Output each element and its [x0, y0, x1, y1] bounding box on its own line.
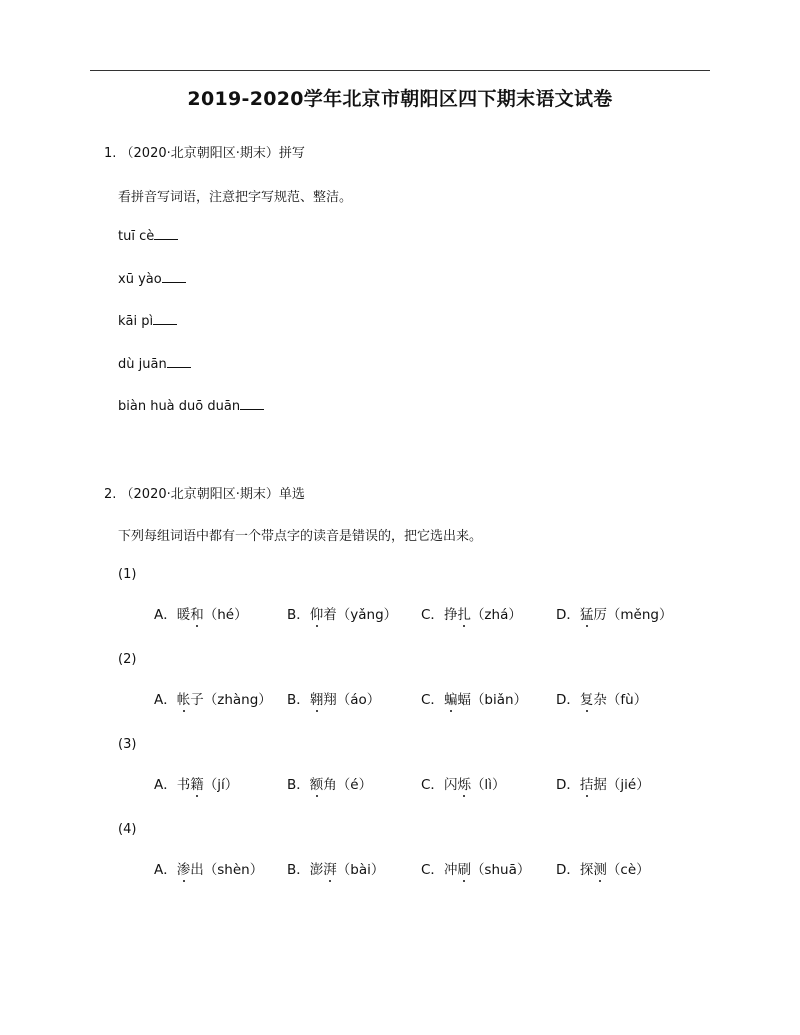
header-rule [90, 70, 710, 71]
dotted-character: 帐 [177, 688, 191, 708]
answer-option[interactable] [154, 858, 263, 878]
option-letter: A． [154, 777, 177, 793]
word-part: 挣 [443, 607, 458, 623]
q2-header: 2. （2020·北京朝阳区·期末）单选 [104, 487, 305, 502]
pinyin-text: biàn huà duō duān [118, 399, 241, 414]
dotted-character: 扎 [457, 603, 471, 623]
answer-option[interactable] [556, 688, 647, 708]
answer-blank[interactable] [162, 271, 186, 283]
option-letter: C． [421, 862, 444, 878]
option-pinyin: （měng） [606, 607, 673, 623]
answer-option[interactable] [154, 603, 248, 623]
answer-option[interactable] [421, 858, 530, 878]
word-part: 着 [323, 607, 337, 623]
q1-item [118, 398, 264, 414]
word-part: 翔 [323, 692, 337, 708]
word-part: 杂 [593, 692, 607, 708]
word-part: 据 [593, 777, 607, 793]
option-letter: B． [287, 692, 310, 708]
word-part: 出 [190, 862, 204, 878]
q2-instruction: 下列每组词语中都有一个带点字的读音是错误的，把它选出来。 [118, 529, 483, 544]
dotted-character: 猛 [580, 603, 594, 623]
option-letter: A． [154, 862, 177, 878]
answer-blank[interactable] [240, 398, 264, 410]
pinyin-text: kāi pì [118, 314, 154, 329]
option-letter: D． [556, 692, 580, 708]
option-letter: C． [421, 692, 444, 708]
answer-blank[interactable] [167, 356, 191, 368]
option-pinyin: （shuā） [470, 862, 531, 878]
option-letter: B． [287, 607, 310, 623]
word-part: 子 [190, 692, 204, 708]
dotted-character: 籍 [190, 773, 204, 793]
answer-option[interactable] [287, 773, 372, 793]
answer-option[interactable] [556, 603, 673, 623]
sub-question-label: (1) [118, 567, 137, 582]
q1-item [118, 271, 186, 287]
answer-option[interactable] [421, 688, 527, 708]
option-pinyin: （áo） [336, 692, 381, 708]
word-part: 澎 [309, 862, 324, 878]
pinyin-text: dù juān [118, 357, 167, 372]
pinyin-text: tuī cè [118, 229, 155, 244]
option-pinyin: （shèn） [203, 862, 264, 878]
word-part: 探 [579, 862, 594, 878]
q1-item [118, 313, 177, 329]
option-letter: A． [154, 607, 177, 623]
word-part: 角 [323, 777, 337, 793]
answer-option[interactable] [287, 688, 380, 708]
option-pinyin: （é） [336, 777, 373, 793]
option-pinyin: （zhàng） [203, 692, 272, 708]
option-pinyin: （jié） [606, 777, 650, 793]
option-letter: C． [421, 607, 444, 623]
page-title: 2019-2020学年北京市朝阳区四下期末语文试卷 [187, 88, 613, 110]
answer-option[interactable] [556, 858, 650, 878]
option-letter: C． [421, 777, 444, 793]
answer-option[interactable] [154, 773, 238, 793]
word-part: 蝠 [457, 692, 471, 708]
dotted-character: 测 [593, 858, 607, 878]
pinyin-text: xū yào [118, 272, 162, 287]
dotted-character: 蝙 [444, 688, 458, 708]
answer-blank[interactable] [154, 228, 178, 240]
dotted-character: 刷 [457, 858, 471, 878]
option-letter: D． [556, 862, 580, 878]
answer-option[interactable] [421, 603, 522, 623]
option-letter: A． [154, 692, 177, 708]
word-part: 厉 [593, 607, 607, 623]
answer-option[interactable] [287, 858, 384, 878]
q1-header: 1. （2020·北京朝阳区·期末）拼写 [104, 146, 305, 161]
option-pinyin: （yǎng） [336, 607, 398, 623]
dotted-character: 仰 [310, 603, 324, 623]
sub-question-label: (2) [118, 652, 137, 667]
option-letter: D． [556, 607, 580, 623]
dotted-character: 和 [190, 603, 204, 623]
option-pinyin: （lì） [470, 777, 506, 793]
answer-option[interactable] [421, 773, 505, 793]
option-letter: D． [556, 777, 580, 793]
option-pinyin: （jí） [203, 777, 239, 793]
sub-question-label: (4) [118, 822, 137, 837]
q1-item [118, 228, 178, 244]
answer-option[interactable] [287, 603, 397, 623]
dotted-character: 拮 [580, 773, 594, 793]
answer-option[interactable] [154, 688, 272, 708]
word-part: 暖 [176, 607, 191, 623]
dotted-character: 湃 [323, 858, 337, 878]
option-letter: B． [287, 862, 310, 878]
option-pinyin: （biǎn） [470, 692, 528, 708]
sub-question-label: (3) [118, 737, 137, 752]
word-part: 闪 [443, 777, 458, 793]
answer-option[interactable] [556, 773, 650, 793]
option-pinyin: （fù） [606, 692, 648, 708]
q1-item [118, 356, 191, 372]
q1-instruction: 看拼音写词语，注意把字写规范、整洁。 [118, 190, 353, 205]
option-letter: B． [287, 777, 310, 793]
dotted-character: 烁 [457, 773, 471, 793]
word-part: 书 [176, 777, 191, 793]
answer-blank[interactable] [153, 313, 177, 325]
dotted-character: 渗 [177, 858, 191, 878]
dotted-character: 翱 [310, 688, 324, 708]
option-pinyin: （bài） [336, 862, 385, 878]
dotted-character: 额 [310, 773, 324, 793]
option-pinyin: （hé） [203, 607, 248, 623]
option-pinyin: （cè） [606, 862, 650, 878]
dotted-character: 复 [580, 688, 594, 708]
option-pinyin: （zhá） [470, 607, 522, 623]
word-part: 冲 [443, 862, 458, 878]
